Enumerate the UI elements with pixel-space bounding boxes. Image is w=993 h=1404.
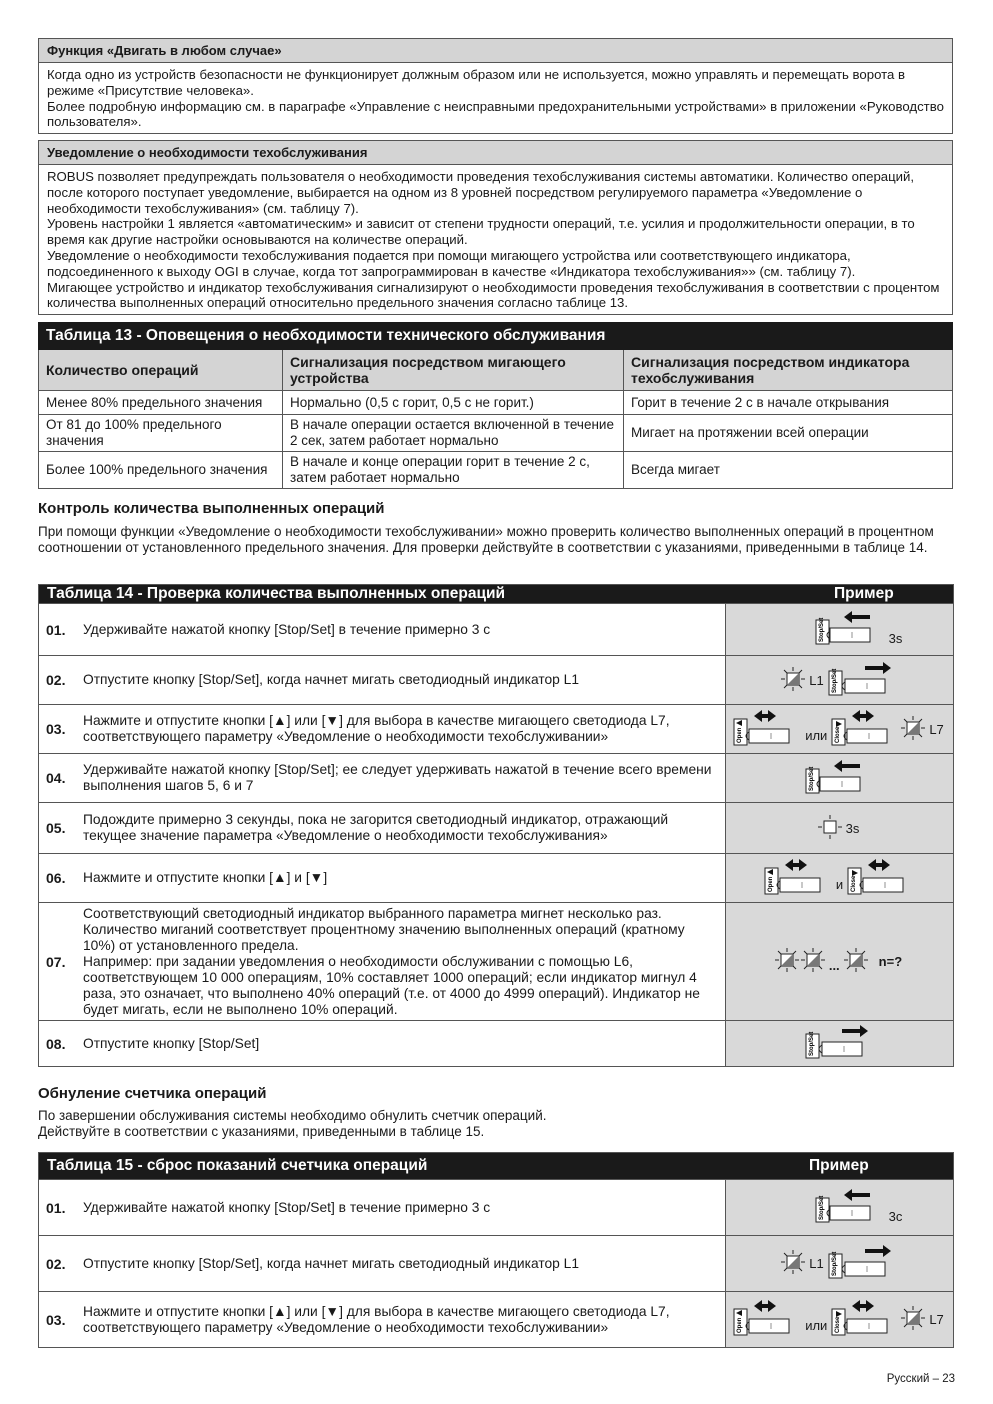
table14 bbox=[38, 584, 954, 1067]
step-text: Отпустите кнопку [Stop/Set], когда начнет мигать светодиодный индикатор L1 bbox=[83, 672, 580, 687]
svg-text:Stop/Set: Stop/Set bbox=[831, 1251, 838, 1276]
step-example bbox=[725, 656, 953, 704]
stopset-button-icon bbox=[814, 610, 886, 649]
table14-row bbox=[39, 902, 953, 1020]
step-example bbox=[725, 854, 953, 902]
example-label: L1 bbox=[809, 672, 824, 688]
table13-header: Количество операций bbox=[39, 350, 283, 391]
step-example bbox=[725, 803, 953, 853]
table13-cell: Горит в течение 2 с в начале открывания bbox=[624, 391, 953, 415]
table13-cell: Более 100% предельного значения bbox=[39, 452, 283, 489]
led-on-icon bbox=[817, 814, 843, 843]
open-button-icon bbox=[732, 709, 802, 750]
force-text: Когда одно из устройств безопасности не функционирует должным образом или не используется, можно управлять и перемещать ворота в режиме «Присутствие человека». Более подробную информацию см. в параграфе «Управление с неисправными предохранительными устройствами» в приложении «Руководство пользователя». bbox=[47, 67, 944, 130]
step-number: 02. bbox=[46, 672, 66, 688]
force-title: Функция «Двигать в любом случае» bbox=[39, 39, 952, 63]
step-text: Нажмите и отпустите кнопки [▲] или [▼] для выбора в качестве мигающего светодиода L7, соответствующего параметру «Уведомление о необходимости техобслуживании» bbox=[83, 713, 670, 744]
table15-row bbox=[39, 1179, 953, 1235]
step-text: Соответствующий светодиодный индикатор выбранного параметра мигнет несколько раз. Количество миганий соответствует процентному значению выполненных операций (кратному 10%) от установленного предела. Например: при задании уведомления о необходимости обслуживании с помощью L6, соответствующем 10 000 операциям, 10% составляет 1000 операций; если индикатор мигнул 4 раза, это означает, что выполнено 40% операций (т.е. от 4000 до 4999 операций). Индикатор не будет мигать, если не выполнено 10% операций. bbox=[83, 905, 700, 1017]
close-button-icon bbox=[830, 1299, 900, 1340]
step-text: Отпустите кнопку [Stop/Set] bbox=[83, 1035, 260, 1051]
step-example bbox=[725, 1180, 953, 1235]
table14-row bbox=[39, 704, 953, 753]
close-button-icon bbox=[846, 858, 916, 899]
step-example bbox=[725, 1236, 953, 1291]
led-blink-icon bbox=[800, 947, 826, 976]
table15-row bbox=[39, 1291, 953, 1347]
force-section bbox=[38, 38, 953, 134]
step-example bbox=[725, 705, 953, 753]
step-number: 05. bbox=[46, 820, 66, 836]
table15-row bbox=[39, 1235, 953, 1291]
count-heading: Контроль количества выполненных операций bbox=[38, 500, 385, 517]
example-and: и bbox=[835, 876, 844, 892]
step-text: Удерживайте нажатой кнопку [Stop/Set] в течение примерно 3 с bbox=[83, 1199, 491, 1215]
stopset-button-icon bbox=[827, 1244, 899, 1283]
step-example bbox=[725, 604, 953, 655]
led-blink-icon bbox=[780, 666, 806, 695]
example-label: L7 bbox=[929, 721, 944, 737]
svg-text:Stop/Set: Stop/Set bbox=[808, 1031, 815, 1056]
step-number: 03. bbox=[46, 1311, 66, 1328]
table13 bbox=[38, 322, 953, 489]
table14-row bbox=[39, 603, 953, 655]
table13-cell: В начале и конце операции горит в течение 2 с, затем работает нормально bbox=[283, 452, 624, 489]
step-example bbox=[725, 1292, 953, 1347]
svg-text:Stop/Set: Stop/Set bbox=[831, 668, 838, 693]
table14-row bbox=[39, 655, 953, 704]
svg-text:Open: Open bbox=[767, 876, 774, 892]
example-label: n=? bbox=[878, 954, 903, 969]
table15 bbox=[38, 1152, 954, 1348]
example-label: 3с bbox=[888, 1209, 903, 1224]
example-or: или bbox=[805, 727, 828, 743]
stopset-button-icon bbox=[804, 1024, 876, 1063]
svg-text:Close: Close bbox=[835, 1316, 842, 1333]
stopset-button-icon bbox=[814, 1188, 886, 1227]
stopset-button-icon bbox=[804, 759, 876, 798]
step-number: 01. bbox=[46, 621, 66, 638]
step-number: 08. bbox=[46, 1035, 66, 1052]
step-example bbox=[725, 903, 953, 1020]
step-text: Отпустите кнопку [Stop/Set], когда начнет мигать светодиодный индикатор L1 bbox=[83, 1255, 580, 1271]
step-text: Нажмите и отпустите кнопки [▲] и [▼] bbox=[83, 870, 328, 885]
table14-example-header: Пример bbox=[834, 585, 894, 602]
table13-title: Таблица 13 - Оповещения о необходимости технического обслуживания bbox=[39, 323, 953, 350]
table14-row bbox=[39, 1020, 953, 1066]
maintenance-title: Уведомление о необходимости техобслуживания bbox=[39, 141, 952, 165]
svg-text:Close: Close bbox=[835, 726, 842, 743]
led-blink-icon bbox=[774, 947, 800, 976]
table13-header: Сигнализация посредством индикатора техобслуживания bbox=[624, 350, 953, 391]
table14-row bbox=[39, 802, 953, 853]
table14-title: Таблица 14 - Проверка количества выполненных операций bbox=[47, 585, 506, 602]
svg-text:Open: Open bbox=[737, 1317, 744, 1333]
example-label: L7 bbox=[929, 1312, 944, 1327]
led-blink-icon bbox=[900, 1305, 926, 1334]
table13-cell: Менее 80% предельного значения bbox=[39, 391, 283, 415]
example-dots: ... bbox=[828, 958, 840, 973]
table14-titlebar bbox=[39, 585, 953, 603]
example-label: 3s bbox=[845, 820, 860, 836]
table14-row bbox=[39, 753, 953, 802]
step-example bbox=[725, 1021, 953, 1066]
example-label: 3s bbox=[888, 631, 903, 646]
step-number: 03. bbox=[46, 721, 66, 737]
led-blink-icon bbox=[900, 715, 926, 744]
maintenance-text: ROBUS позволяет предупреждать пользователя о необходимости проведения техобслуживания системы автоматики. Количество операций, после которого поступает уведомление, выбирается на одном из 8 уровней посредством регулируемого параметра «Уведомление о необходимости техобслуживания» (см. таблицу 7). Уровень настройки 1 является «автоматическим» и зависит от степени трудности операций, т.е. усилия и продолжительности операции, в то время как другие настройки основываются на количестве операций. Уведомление о необходимости техобслуживания подается при помощи мигающего устройства или соответствующего индикатора, подсоединенного к выходу OGI в случае, когда тот запрограммирован в качестве «Индикатора техобслуживания»» (см. таблицу 7). Мигающее устройство и индикатор техобслуживания сигнализируют о необходимости проведения техобслуживания в соответствии с процентом количества выполненных операций относительно предельного значения согласно таблице 13. bbox=[47, 169, 940, 311]
reset-text: По завершении обслуживания системы необходимо обнулить счетчик операций. Действуйте в соответствии с указаниями, приведенными в таблице 15. bbox=[38, 1108, 547, 1139]
table15-title: Таблица 15 - сброс показаний счетчика операций bbox=[47, 1157, 428, 1174]
step-number: 06. bbox=[46, 870, 66, 886]
count-text: При помощи функции «Уведомление о необходимости техобслуживании» можно проверить количество выполненных операций в процентном соотношении от установленного предельного значения. Для проверки действуйте в соответствии с указаниями, приведенными в таблице 14. bbox=[38, 524, 934, 555]
open-button-icon bbox=[763, 858, 833, 899]
led-blink-icon bbox=[780, 1249, 806, 1278]
table15-titlebar bbox=[39, 1153, 953, 1179]
reset-heading: Обнуление счетчика операций bbox=[38, 1085, 267, 1102]
svg-text:Stop/Set: Stop/Set bbox=[818, 1195, 825, 1220]
svg-text:Open: Open bbox=[737, 727, 744, 743]
table13-cell: Всегда мигает bbox=[624, 452, 953, 489]
table15-example-header: Пример bbox=[809, 1157, 869, 1174]
table13-cell: От 81 до 100% предельного значения bbox=[39, 415, 283, 452]
step-number: 07. bbox=[46, 953, 66, 970]
step-number: 02. bbox=[46, 1255, 66, 1272]
stopset-button-icon bbox=[827, 661, 899, 700]
led-blink-icon bbox=[843, 947, 869, 976]
example-or: или bbox=[805, 1318, 828, 1333]
step-text: Удерживайте нажатой кнопку [Stop/Set] в течение примерно 3 с bbox=[83, 621, 491, 637]
svg-text:Close: Close bbox=[851, 875, 858, 892]
step-text: Удерживайте нажатой кнопку [Stop/Set]; ее следует удерживать нажатой в течение всего времени выполнения шагов 5, 6 и 7 bbox=[83, 762, 712, 793]
close-button-icon bbox=[830, 709, 900, 750]
page-footer: Русский – 23 bbox=[886, 1373, 955, 1385]
svg-text:Stop/Set: Stop/Set bbox=[808, 766, 815, 791]
step-example bbox=[725, 754, 953, 802]
step-text: Нажмите и отпустите кнопки [▲] или [▼] для выбора в качестве мигающего светодиода L7, соответствующего параметру «Уведомление о необходимости техобслуживании» bbox=[83, 1303, 670, 1335]
table13-header: Сигнализация посредством мигающего устройства bbox=[283, 350, 624, 391]
example-label: L1 bbox=[809, 1256, 824, 1271]
open-button-icon bbox=[732, 1299, 802, 1340]
step-number: 01. bbox=[46, 1199, 66, 1216]
table13-cell: Нормально (0,5 с горит, 0,5 с не горит.) bbox=[283, 391, 624, 415]
table13-cell: В начале операции остается включенной в течение 2 сек, затем работает нормально bbox=[283, 415, 624, 452]
maintenance-section bbox=[38, 140, 953, 315]
step-number: 04. bbox=[46, 770, 66, 786]
svg-text:Stop/Set: Stop/Set bbox=[818, 617, 825, 642]
table14-row bbox=[39, 853, 953, 902]
step-text: Подождите примерно 3 секунды, пока не загорится светодиодный индикатор, отражающий текущее значение параметра «Уведомление о необходимости техобслуживания» bbox=[83, 812, 669, 843]
table13-cell: Мигает на протяжении всей операции bbox=[624, 415, 953, 452]
